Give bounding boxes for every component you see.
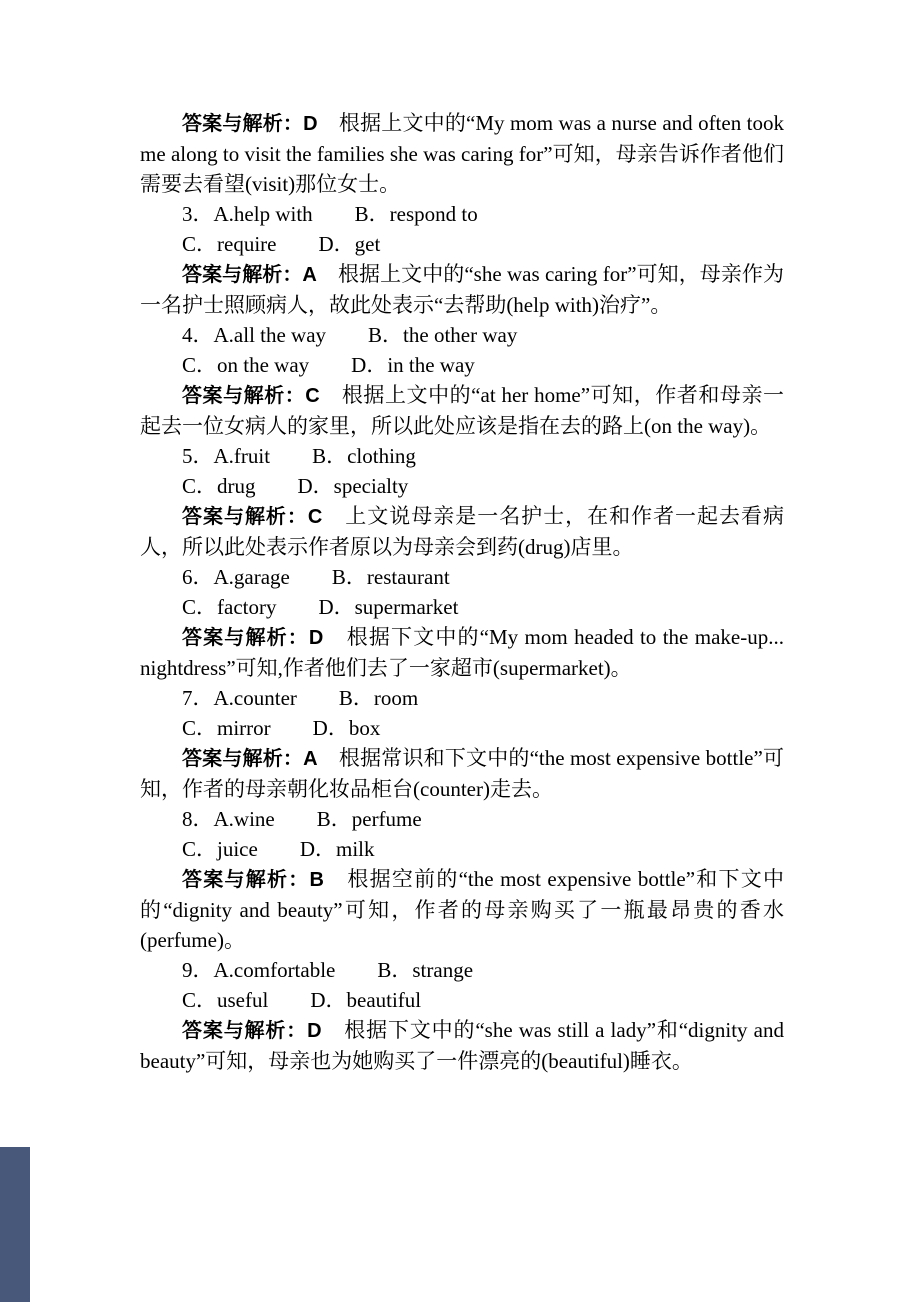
answer-text: 根据上文中的“at her home”可知，作者和母亲一起去一位女病人的家里，所以此处应该是指在去的路上(on the way)。 <box>140 383 785 438</box>
answer-label: 答案与解析：A <box>182 748 318 770</box>
answer-text: 根据下文中的“she was still a lady”和“dignity and beauty”可知，母亲也为她购买了一件漂亮的(beautiful)睡衣。 <box>140 1018 784 1073</box>
answer-text: 根据常识和下文中的“the most expensive bottle”可知，作者的母亲朝化妆品柜台(counter)走去。 <box>140 746 784 801</box>
answer-paragraph-q7 <box>140 743 784 804</box>
answer-label: 答案与解析：D <box>182 627 324 649</box>
answer-paragraph-q9 <box>140 1015 784 1076</box>
answer-label: 答案与解析：D <box>182 1020 322 1042</box>
options-line-cd-q6: C．factory D．supermarket <box>182 595 459 619</box>
options-line-ab-q5: 5．A.fruit B．clothing <box>182 444 416 468</box>
options-line-ab-q3: 3．A.help with B．respond to <box>182 202 478 226</box>
answer-label: 答案与解析：C <box>182 506 323 528</box>
options-line-cd-q5: C．drug D．specialty <box>182 474 409 498</box>
page-edge-bar <box>0 1147 30 1302</box>
answer-text: 上文说母亲是一名护士，在和作者一起去看病人，所以此处表示作者原以为母亲会到药(drug)店里。 <box>140 504 784 559</box>
answer-text: 根据上文中的“she was caring for”可知，母亲作为一名护士照顾病人，故此处表示“去帮助(help with)治疗”。 <box>140 262 785 317</box>
page-content <box>140 108 784 1076</box>
answer-paragraph-q2 <box>140 108 784 199</box>
options-line-cd-q7: C．mirror D．box <box>182 716 381 740</box>
options-line-cd-q9: C．useful D．beautiful <box>182 988 422 1012</box>
answer-paragraph-q4 <box>140 380 784 441</box>
options-line-cd-q8: C．juice D．milk <box>182 837 375 861</box>
answer-label: 答案与解析：D <box>182 113 318 135</box>
answer-paragraph-q6 <box>140 622 784 683</box>
answer-label: 答案与解析：A <box>182 264 317 286</box>
answer-paragraph-q5 <box>140 501 784 562</box>
options-line-ab-q4: 4．A.all the way B．the other way <box>182 323 518 347</box>
answer-text: 根据下文中的“My mom headed to the make-up... nightdress”可知,作者他们去了一家超市(supermarket)。 <box>140 625 784 680</box>
options-line-cd-q3: C．require D．get <box>182 232 381 256</box>
options-line-ab-q7: 7．A.counter B．room <box>182 686 419 710</box>
answer-label: 答案与解析：B <box>182 869 324 891</box>
options-line-ab-q9: 9．A.comfortable B．strange <box>182 958 474 982</box>
options-line-ab-q8: 8．A.wine B．perfume <box>182 807 422 831</box>
answer-text: 根据空前的“the most expensive bottle”和下文中的“dignity and beauty”可知，作者的母亲购买了一瓶最昂贵的香水(perfume)。 <box>140 867 784 952</box>
answer-paragraph-q3 <box>140 259 784 320</box>
answer-text: 根据上文中的“My mom was a nurse and often took me along to visit the families she was caring for”可知，母亲告诉作者他们需要去看望(visit)那位女士。 <box>140 111 784 196</box>
options-line-ab-q6: 6．A.garage B．restaurant <box>182 565 450 589</box>
answer-label: 答案与解析：C <box>182 385 320 407</box>
answer-paragraph-q8 <box>140 864 784 955</box>
options-line-cd-q4: C．on the way D．in the way <box>182 353 475 377</box>
